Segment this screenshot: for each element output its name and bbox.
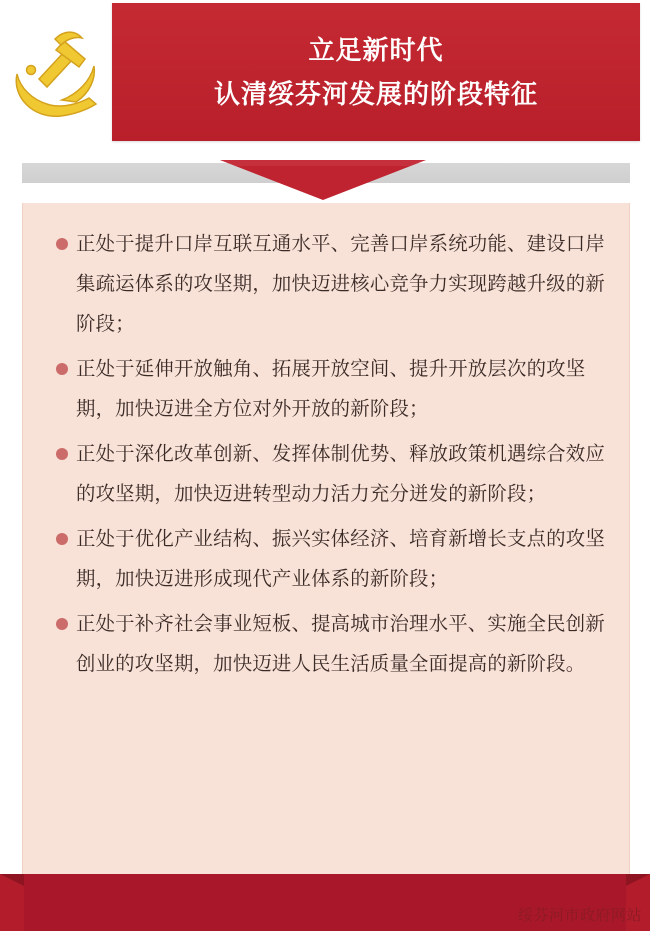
list-item <box>54 349 619 429</box>
bullet-dot-icon <box>56 238 68 250</box>
list-item <box>54 434 619 514</box>
list-item <box>54 224 619 344</box>
list-item <box>54 604 619 684</box>
stage-feature-list <box>54 224 619 689</box>
footer-left-corner <box>0 874 24 931</box>
down-arrow-icon <box>220 160 426 202</box>
title-line-1: 立足新时代 <box>308 36 444 66</box>
bullet-dot-icon <box>56 533 68 545</box>
list-item-text: 正处于提升口岸互联互通水平、完善口岸系统功能、建设口岸集疏运体系的攻坚期，加快迈进核心竞争力实现跨越升级的新阶段； <box>76 232 605 335</box>
bullet-dot-icon <box>56 618 68 630</box>
title-line-2: 认清绥芬河发展的阶段特征 <box>213 80 538 110</box>
watermark-text: 绥芬河市政府网站 <box>517 906 642 924</box>
list-item-text: 正处于补齐社会事业短板、提高城市治理水平、实施全民创新创业的攻坚期，加快迈进人民生活质量全面提高的新阶段。 <box>76 612 605 675</box>
title-banner <box>112 3 640 141</box>
bullet-dot-icon <box>56 448 68 460</box>
list-item-text: 正处于优化产业结构、振兴实体经济、培育新增长支点的攻坚期，加快迈进形成现代产业体系的新阶段； <box>76 527 605 590</box>
list-item-text: 正处于深化改革创新、发挥体制优势、释放政策机遇综合效应的攻坚期，加快迈进转型动力活力充分迸发的新阶段； <box>76 442 605 505</box>
party-emblem-icon <box>8 20 104 120</box>
bullet-dot-icon <box>56 363 68 375</box>
list-item-text: 正处于延伸开放触角、拓展开放空间、提升开放层次的攻坚期，加快迈进全方位对外开放的新阶段； <box>76 357 586 420</box>
list-item <box>54 519 619 599</box>
